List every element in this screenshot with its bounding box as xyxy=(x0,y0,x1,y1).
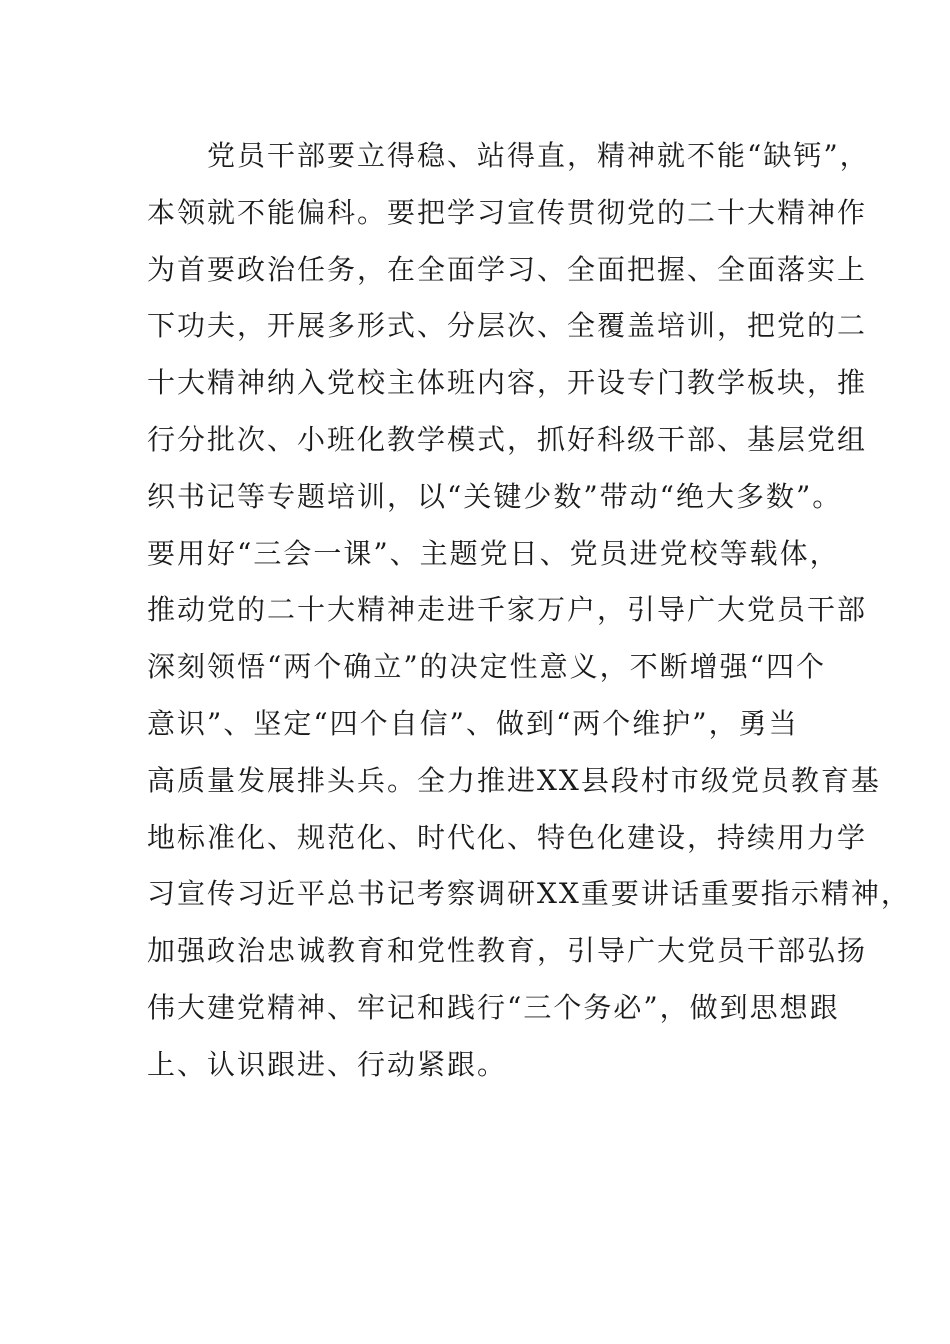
paragraph-line: 上、认识跟进、行动紧跟。 xyxy=(147,1047,508,1081)
paragraph-line: 加强政治忠诚教育和党性教育，引导广大党员干部弘扬 xyxy=(147,934,868,968)
paragraph-line: 要用好“三会一课”、主题党日、党员进党校等载体， xyxy=(147,536,840,570)
paragraph-line: 下功夫，开展多形式、分层次、全覆盖培训，把党的二 xyxy=(147,309,868,343)
paragraph-line: 党员干部要立得稳、站得直，精神就不能“缺钙”， xyxy=(147,139,870,172)
paragraph-line: 为首要政治任务，在全面学习、全面把握、全面落实上 xyxy=(147,252,868,286)
paragraph-line: 十大精神纳入党校主体班内容，开设专门教学板块，推 xyxy=(147,366,868,400)
paragraph-line: 深刻领悟“两个确立”的决定性意义，不断增强“四个 xyxy=(147,650,826,684)
paragraph-line: 意识”、坚定“四个自信”、做到“两个维护”，勇当 xyxy=(147,706,799,740)
body-paragraph xyxy=(147,128,911,1094)
paragraph-line: 行分批次、小班化教学模式，抓好科级干部、基层党组 xyxy=(147,422,868,456)
paragraph-line: 织书记等专题培训，以“关键少数”带动“绝大多数”。 xyxy=(147,479,843,513)
paragraph-line: 高质量发展排头兵。全力推进XX县段村市级党员教育基 xyxy=(147,763,881,797)
paragraph-line: 地标准化、规范化、时代化、特色化建设，持续用力学 xyxy=(147,820,868,854)
paragraph-line: 本领就不能偏科。要把学习宣传贯彻党的二十大精神作 xyxy=(147,195,868,229)
paragraph-line: 推动党的二十大精神走进千家万户，引导广大党员干部 xyxy=(147,593,868,627)
paragraph-line: 伟大建党精神、牢记和践行“三个务必”，做到思想跟 xyxy=(147,990,840,1024)
paragraph-line: 习宣传习近平总书记考察调研XX重要讲话重要指示精神， xyxy=(147,877,911,911)
